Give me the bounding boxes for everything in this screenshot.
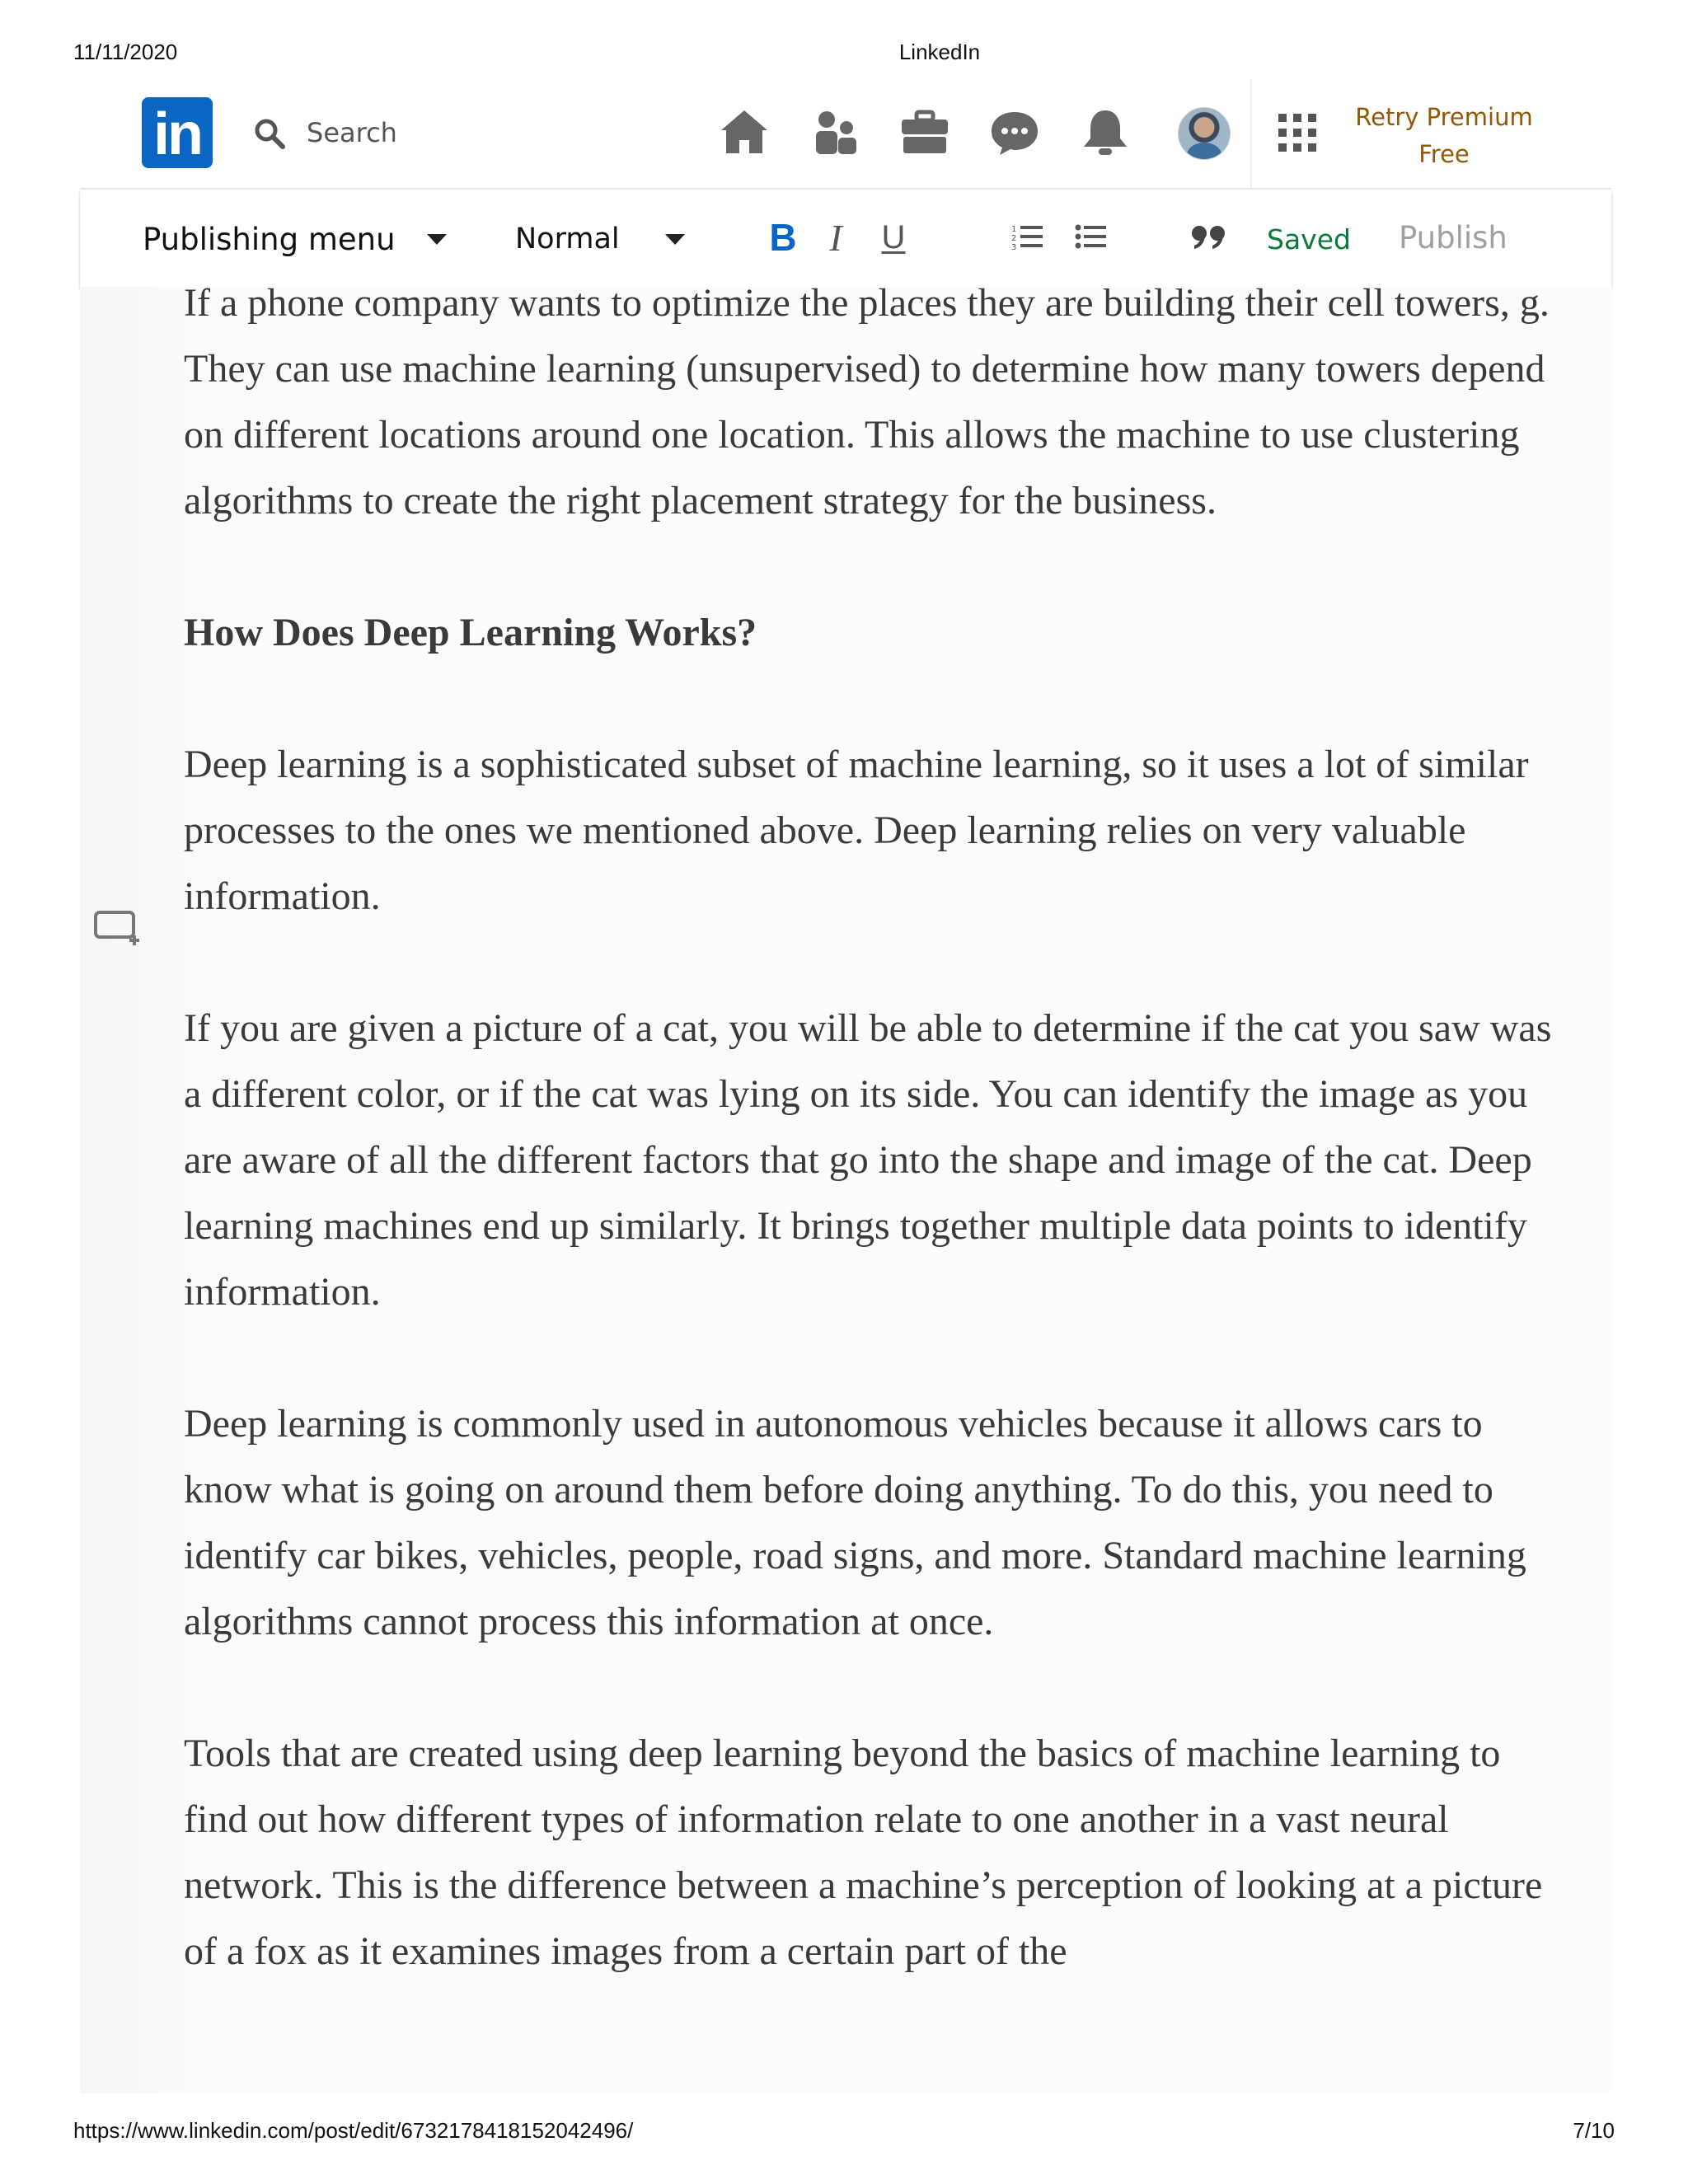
chevron-down-icon (665, 234, 685, 245)
bulleted-list-button[interactable] (1067, 213, 1116, 262)
text-style-dropdown[interactable] (515, 214, 685, 264)
global-nav (80, 79, 1611, 190)
search-input[interactable] (307, 115, 447, 150)
print-title: LinkedIn (898, 40, 981, 64)
underline-button[interactable]: U (881, 218, 906, 255)
numbered-list-button[interactable] (1003, 213, 1053, 262)
notifications-icon[interactable] (1079, 105, 1132, 158)
work-grid-icon[interactable] (1277, 112, 1318, 153)
heading-deep-learning[interactable]: How Does Deep Learning Works? (184, 611, 757, 654)
italic-button[interactable]: I (829, 216, 842, 259)
linkedin-logo[interactable]: in (142, 97, 213, 168)
article-editor[interactable] (80, 281, 1611, 2093)
bold-button[interactable]: B (769, 216, 797, 259)
print-date: 11/11/2020 (73, 40, 178, 64)
saved-status: Saved (1267, 223, 1351, 255)
numbered-list-icon (1011, 223, 1044, 252)
publishing-menu-label: Publishing menu (143, 221, 396, 257)
my-network-icon[interactable] (809, 105, 861, 158)
quote-button[interactable] (1180, 213, 1238, 262)
premium-line-2: Free (1418, 140, 1470, 168)
messaging-icon[interactable] (988, 105, 1041, 158)
paragraph-tools[interactable]: Tools that are created using deep learning beyond the basics of machine learning to find out how different types of information relate to one another in a vast neural network. This is the difference between a machine’s perception of looking at a picture of a fox as it examines images from a certain part of the (184, 1732, 1543, 1973)
avatar-shoulders (1187, 143, 1221, 160)
jobs-icon[interactable] (898, 105, 951, 158)
home-icon[interactable] (718, 105, 771, 158)
print-page-number: 7/10 (1573, 2118, 1615, 2143)
paragraph-cat[interactable]: If you are given a picture of a cat, you will be able to determine if the cat you saw was a different color, or if the cat was lying on its side. You can identify the image as you are aware of all the different factors that go into the shape and image of the cat. Deep learning machines end up similarly. It brings together multiple data points to identify information. (184, 1006, 1552, 1314)
article-body[interactable] (184, 281, 1568, 2050)
me-avatar[interactable] (1178, 107, 1231, 160)
svg-text:2: 2 (1011, 234, 1017, 243)
paragraph-subset[interactable]: Deep learning is a sophisticated subset of machine learning, so it uses a lot of similar processes to the ones we mentioned above. Deep learning relies on very valuable information. (184, 743, 1529, 918)
add-media-icon[interactable] (93, 907, 143, 947)
search-icon (253, 117, 286, 150)
premium-line-1: Retry Premium (1355, 103, 1533, 131)
bulleted-list-icon (1075, 223, 1108, 252)
search-box[interactable] (253, 110, 451, 157)
text-style-label: Normal (515, 223, 620, 255)
retry-premium-link[interactable] (1349, 99, 1539, 173)
publish-button[interactable]: Publish (1399, 219, 1507, 255)
paragraph-cell-towers[interactable]: If a phone company wants to optimize the places they are building their cell towers, g. They can use machine learning (unsupervised) to determine how many towers depend on different locations around one location. This allows the machine to use clustering algorithms to create the right placement strategy for the business. (184, 281, 1550, 523)
print-url: https://www.linkedin.com/post/edit/6732178418152042496/ (73, 2118, 634, 2143)
nav-divider (1250, 79, 1252, 188)
publishing-menu-dropdown[interactable] (143, 214, 447, 264)
paragraph-vehicles[interactable]: Deep learning is commonly used in autonomous vehicles because it allows cars to know what is going on around them before doing anything. To do this, you need to identify car bikes, vehicles, people, road signs, and more. Standard machine learning algorithms cannot process this information at once. (184, 1402, 1526, 1643)
chevron-down-icon (427, 234, 447, 245)
svg-text:1: 1 (1011, 225, 1017, 234)
quote-icon (1191, 224, 1227, 251)
svg-text:3: 3 (1011, 243, 1017, 252)
